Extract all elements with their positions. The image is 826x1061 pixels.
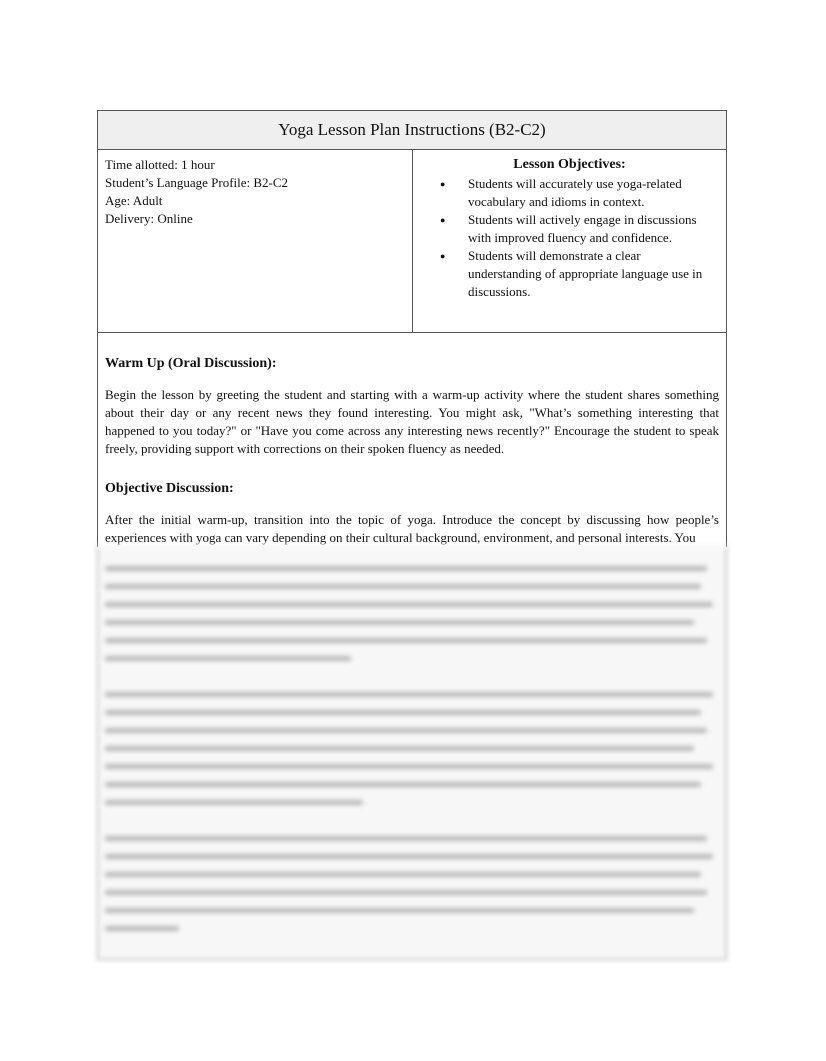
student-age: Age: Adult [105,193,163,208]
objective-item: ● Students will accurately use yoga-related vocabulary and idioms in context. [423,175,716,211]
info-row [98,150,726,333]
objective-item: ● Students will demonstrate a clear understanding of appropriate language use in discussions. [423,247,716,301]
lesson-objectives [413,150,726,332]
objectives-list [423,175,716,301]
delivery-mode: Delivery: Online [105,211,193,226]
warmup-heading: Warm Up (Oral Discussion): [105,356,277,371]
lesson-plan-document [97,110,727,547]
objective-discussion-paragraph: After the initial warm-up, transition into the topic of yoga. Introduce the concept by discussing how people’s experiences with yoga can vary depending on their cultural background, environment, and personal interests. You [105,512,719,545]
lesson-details [98,150,413,332]
document-title: Yoga Lesson Plan Instructions (B2-C2) [98,111,726,150]
blurred-content-overlay [97,545,727,960]
time-allotted: Time allotted: 1 hour [105,157,215,172]
language-profile: Student’s Language Profile: B2-C2 [105,175,289,190]
objective-discussion-heading: Objective Discussion: [105,481,234,496]
lesson-body [98,355,726,547]
warmup-paragraph: Begin the lesson by greeting the student and starting with a warm-up activity where the student shares something about their day or any recent news they found interesting. You might ask, "What’s something interesting that happened to you today?" or "Have you come across any interesting news recently?" Encourage the student to speak freely, providing support with corrections on their spoken fluency as needed. [105,387,719,456]
objective-item: ● Students will actively engage in discussions with improved fluency and confidence. [423,211,716,247]
objectives-heading: Lesson Objectives: [513,157,626,172]
